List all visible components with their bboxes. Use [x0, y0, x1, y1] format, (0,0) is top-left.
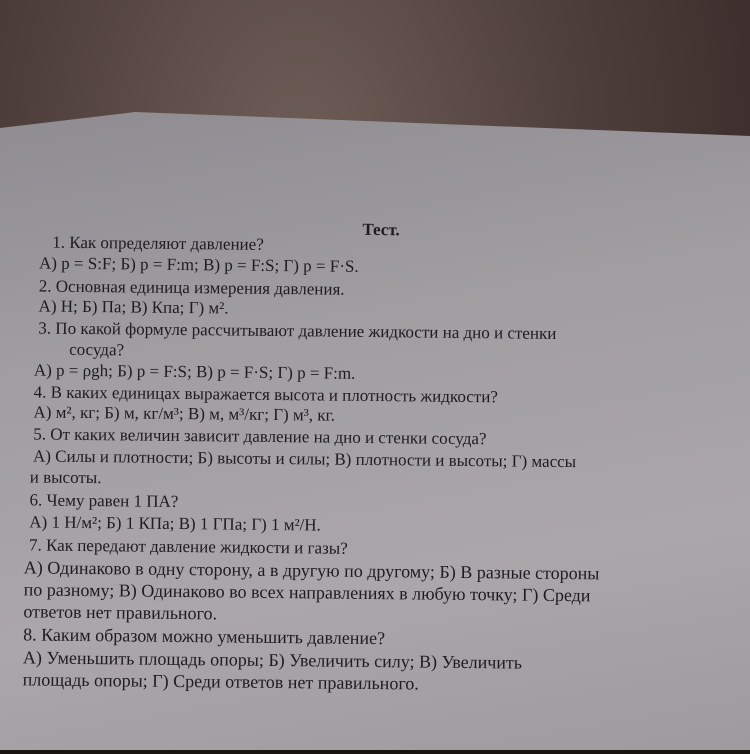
answers-7-cont-2: ответов нет правильного. [23, 601, 218, 624]
question-3-cont: сосуда? [69, 339, 125, 360]
question-2: 2. Основная единица измерения давления. [38, 276, 345, 299]
answers-8: А) Уменьшить площадь опоры; Б) Увеличить силу; В) Увеличить [22, 647, 523, 673]
question-5: 5. От каких величин зависит давление на дно и стенки сосуда? [33, 424, 487, 449]
question-8: 8. Каким образом можно уменьшить давление? [23, 624, 386, 649]
answers-5-cont: и высоты. [29, 467, 102, 488]
answers-8-cont: площадь опоры; Г) Среди ответов нет правильного. [22, 669, 419, 694]
question-1: 1. Как определяют давление? [52, 232, 264, 254]
question-3: 3. По какой формуле рассчитывают давление жидкости на дно и стенки [38, 318, 557, 343]
answers-4: А) м², кг; Б) м, кг/м³; В) м, м³/кг; Г) м³, кг. [33, 402, 335, 425]
answers-3: А) p = ρgh; Б) p = F:S; В) p = F·S; Г) p = F:m. [33, 360, 356, 383]
answers-6: А) 1 Н/м²; Б) 1 КПа; В) 1 ГПа; Г) 1 м²/Н. [29, 512, 321, 535]
question-6: 6. Чему равен 1 ПА? [29, 490, 179, 511]
question-7: 7. Как передают давление жидкости и газы? [28, 535, 348, 558]
answers-7: А) Одинаково в одну сторону, а в другую по другому; Б) В разные стороны [23, 557, 600, 584]
answers-7-cont-1: по разному; В) Одинаково во всех направлениях в любую точку; Г) Среди [23, 579, 591, 606]
document-title: Тест. [362, 219, 400, 240]
answers-1: А) p = S:F; Б) p = F:m; В) p = F:S; Г) p = F·S. [38, 253, 359, 276]
answers-5: А) Силы и плотности; Б) высоты и силы; В) плотности и высоты; Г) массы [32, 446, 577, 472]
answers-2: А) Н; Б) Па; В) Кпа; Г) м². [38, 296, 229, 318]
question-4: 4. В каких единицах выражается высота и плотность жидкости? [33, 382, 499, 407]
